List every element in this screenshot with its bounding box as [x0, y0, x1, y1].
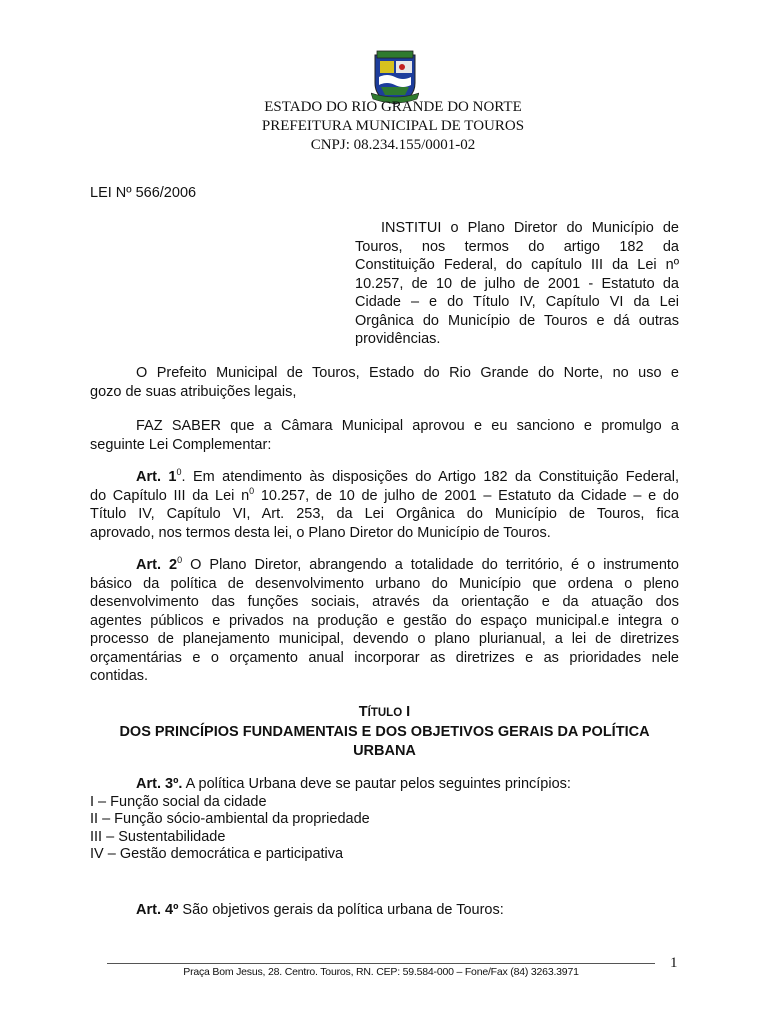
- article-3: [90, 776, 679, 864]
- summary-line: Cidade – e do Título IV, Capítulo VI da Lei: [355, 294, 679, 310]
- title-heading: [90, 703, 679, 723]
- ordinal-superscript: 0: [176, 467, 182, 477]
- summary-line: 10.257, de 10 de julho de 2001 - Estatuto da: [355, 275, 679, 292]
- municipal-coat-of-arms-icon: [371, 49, 419, 105]
- ordinal-superscript: 0: [249, 485, 255, 496]
- summary-line: providências.: [355, 331, 441, 347]
- summary-line: INSTITUI o Plano Diretor do Município de: [381, 220, 679, 236]
- document-header: [0, 98, 768, 155]
- article-4: [90, 901, 679, 920]
- title-subject: URBANA: [353, 743, 416, 759]
- paragraph-line: O Prefeito Municipal de Touros, Estado do Rio Grande do Norte, no uso e: [136, 365, 679, 381]
- paragraph-line: [90, 487, 679, 506]
- article-text: A política Urbana deve se pautar pelos seguintes princípios:: [182, 776, 571, 792]
- title-word: ÍTULO: [367, 707, 403, 719]
- article-text: do Capítulo III da Lei n: [90, 487, 250, 504]
- footer-address: Praça Bom Jesus, 28. Centro. Touros, RN. CEP: 59.584-000 – Fone/Fax (84) 3263.3971: [183, 966, 579, 978]
- article-2: [90, 556, 679, 686]
- title-initial: T: [358, 704, 368, 720]
- title-subject: DOS PRINCÍPIOS FUNDAMENTAIS E DOS OBJETIVOS GERAIS DA POLÍTICA: [119, 724, 650, 740]
- paragraph-line: desenvolvimento das funções sociais, através da orientação e da atuação dos: [90, 594, 679, 610]
- paragraph-line: processo de planejamento municipal, devendo o plano plurianual, a lei de diretrizes: [90, 631, 679, 647]
- article-text: . Em atendimento às disposições do Artigo 182 da Constituição Federal,: [181, 469, 679, 485]
- title-numeral: I: [402, 704, 411, 720]
- article-text: São objetivos gerais da política urbana de Touros:: [178, 902, 504, 918]
- footer-divider: [107, 963, 655, 964]
- summary-line: Constituição Federal, do capítulo III da Lei nº: [355, 257, 679, 273]
- paragraph-line: [90, 901, 679, 920]
- paragraph-line: básico da política de desenvolvimento urbano do Município que ordena o pleno: [90, 575, 679, 592]
- state-name: ESTADO DO RIO GRANDE DO NORTE: [264, 99, 522, 115]
- paragraph-line: aprovado, nos termos desta lei, o Plano Diretor do Município de Touros.: [90, 524, 551, 541]
- summary-line: Touros, nos termos do artigo 182 da: [355, 238, 679, 255]
- prefecture-name: PREFEITURA MUNICIPAL DE TOUROS: [261, 118, 525, 134]
- section-title: [90, 703, 679, 761]
- article-label: Art. 4º: [136, 902, 179, 918]
- cnpj: CNPJ: 08.234.155/0001-02: [310, 137, 476, 153]
- paragraph-line: agentes públicos e privados na produção e gestão do espaço municipal.e integra o: [90, 612, 679, 629]
- paragraph-line: gozo de suas atribuições legais,: [90, 383, 297, 400]
- paragraph-line: [90, 556, 679, 575]
- paragraph-line: Título IV, Capítulo VI, Art. 253, da Lei Orgânica do Município de Touros, fica: [90, 506, 679, 522]
- article-1: [90, 468, 679, 542]
- page-number: 1: [670, 955, 678, 971]
- article-text: 10.257, de 10 de julho de 2001 – Estatuto da Cidade – e do: [254, 487, 679, 504]
- article-label: Art. 2: [136, 557, 178, 573]
- principle-item: II – Função sócio-ambiental da propriedade: [90, 811, 370, 827]
- article-text: O Plano Diretor, abrangendo a totalidade do território, é o instrumento: [182, 557, 679, 573]
- principle-item: IV – Gestão democrática e participativa: [90, 846, 344, 862]
- principle-item: I – Função social da cidade: [90, 793, 267, 810]
- article-label: Art. 1: [136, 469, 177, 485]
- paragraph-line: orçamentárias e o orçamento anual incorporar as diretrizes e as prioridades nele: [90, 649, 679, 666]
- paragraph-line: FAZ SABER que a Câmara Municipal aprovou e eu sanciono e promulgo a: [136, 418, 679, 434]
- paragraph-line: seguinte Lei Complementar:: [90, 436, 272, 453]
- paragraph-line: contidas.: [90, 668, 149, 684]
- paragraph-line: [90, 776, 679, 794]
- summary-line: Orgânica do Município de Touros e dá outras: [355, 312, 679, 329]
- law-summary: [355, 219, 679, 349]
- principle-item: III – Sustentabilidade: [90, 828, 226, 845]
- preamble-paragraph: [90, 364, 679, 401]
- enactment-paragraph: [90, 417, 679, 454]
- article-label: Art. 3º.: [136, 776, 183, 792]
- law-number: LEI Nº 566/2006: [90, 185, 197, 201]
- ordinal-superscript: 0: [177, 555, 183, 565]
- paragraph-line: [90, 468, 679, 487]
